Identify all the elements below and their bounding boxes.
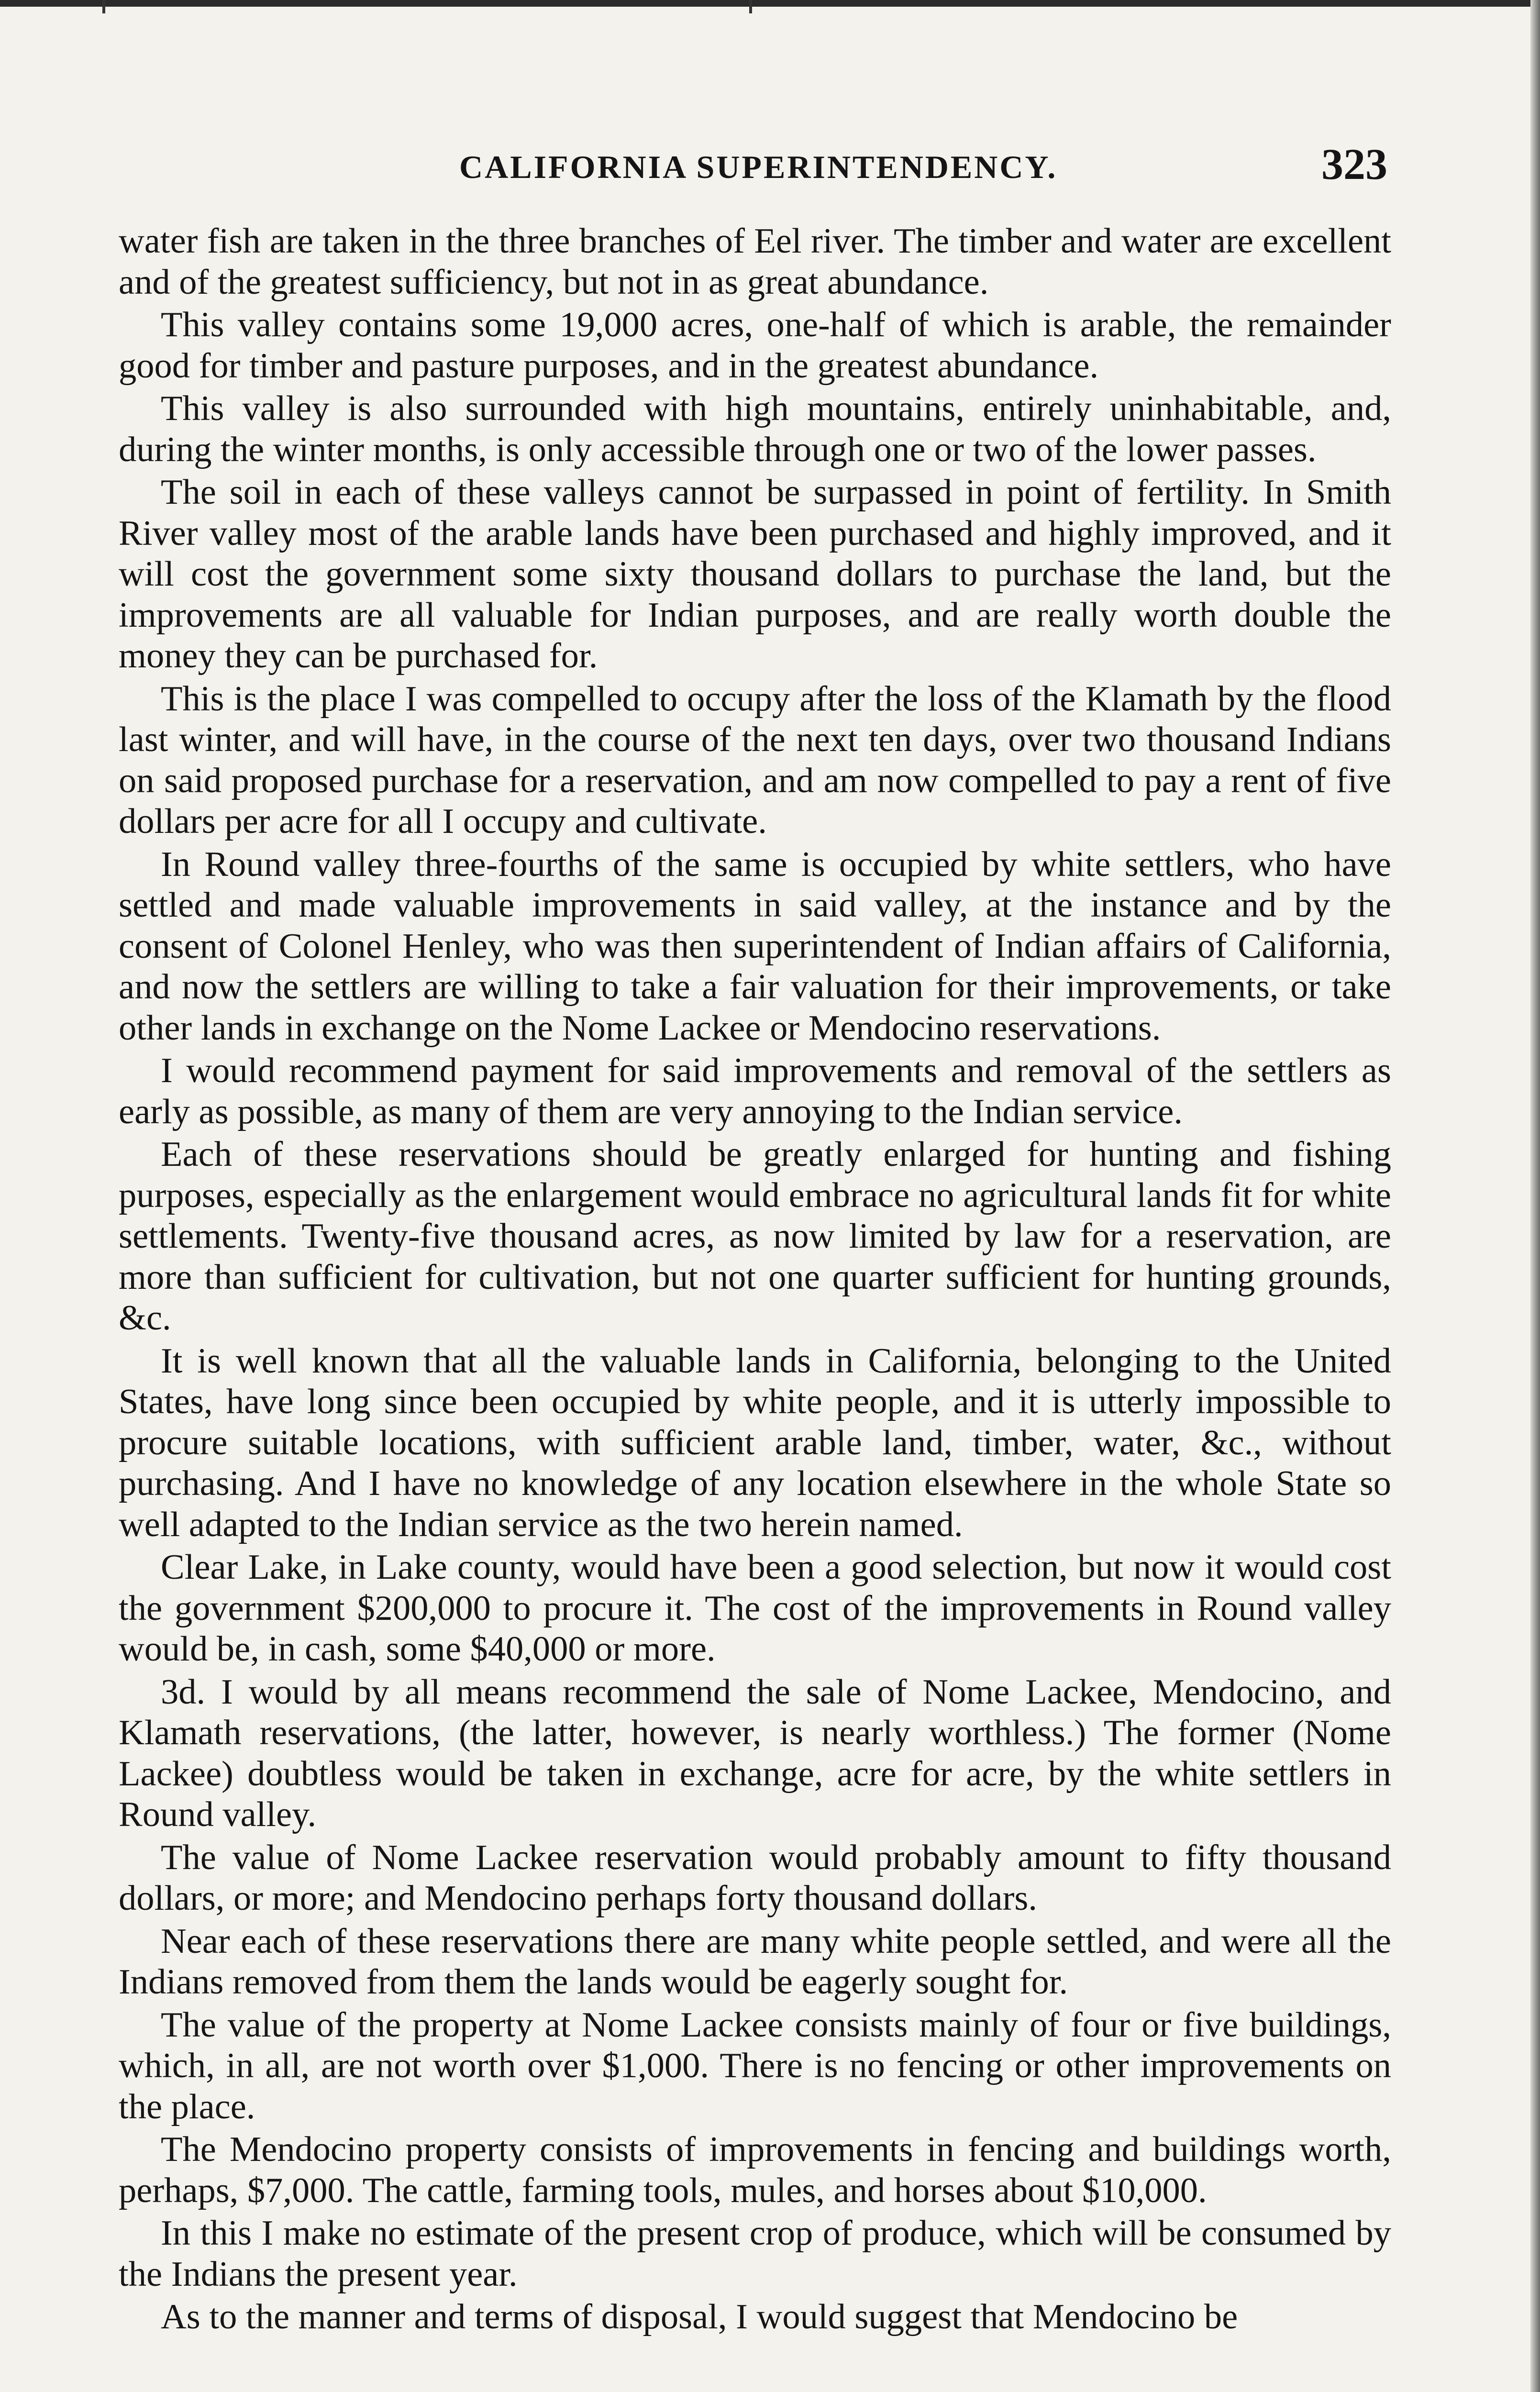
scan-right-edge <box>1530 0 1540 2392</box>
paragraph: The Mendocino property consists of improvements in fencing and buildings worth, perhaps, $7,000. The cattle, farming tools, mules, and horses about $10,000. <box>119 2130 1391 2210</box>
page-number: 323 <box>1321 140 1387 188</box>
paragraph: In Round valley three-fourths of the same is occupied by white settlers, who have settled and made valuable improvements in said valley, at the instance and by the consent of Colonel Henley, who was then superintendent of Indian affairs of California, and now the settlers are willing to take a fair valuation for their improvements, or take other lands in exchange on the Nome Lackee or Mendocino reservations. <box>119 844 1391 1048</box>
scan-tick-mark <box>102 0 105 13</box>
paragraph: This is the place I was compelled to occupy after the loss of the Klamath by the flood last winter, and will have, in the course of the next ten days, over two thousand Indians on said proposed purchase for a reservation, and am now compelled to pay a rent of five dollars per acre for all I occupy and cultivate. <box>119 679 1391 841</box>
scan-tick-mark <box>749 0 752 13</box>
paragraph: Clear Lake, in Lake county, would have been a good selection, but now it would cost the government $200,000 to procure it. The cost of the improvements in Round valley would be, in cash, some $40,000 or more. <box>119 1548 1391 1669</box>
paragraph: Each of these reservations should be greatly enlarged for hunting and fishing purposes, especially as the enlargement would embrace no agricultural lands fit for white settlements. Twenty-five thousand acres, as now limited by law for a reservation, are more than sufficient for cultivation, but not one quarter sufficient for hunting grounds, &c. <box>119 1135 1391 1338</box>
paragraph: 3d. I would by all means recommend the sale of Nome Lackee, Mendocino, and Klamath reservations, (the latter, however, is nearly worthless.) The former (Nome Lackee) doubtless would be taken in exchange, acre for acre, by the white settlers in Round valley. <box>119 1672 1391 1834</box>
page-header <box>124 139 1397 191</box>
body-text <box>119 221 1391 2340</box>
running-head: CALIFORNIA SUPERINTENDENCY. <box>459 149 1058 185</box>
paragraph: Near each of these reservations there are many white people settled, and were all the Indians removed from them the lands would be eagerly sought for. <box>119 1921 1391 2002</box>
paragraph: In this I make no estimate of the present crop of produce, which will be consumed by the Indians the present year. <box>119 2214 1391 2294</box>
paragraph: The value of the property at Nome Lackee consists mainly of four or five buildings, which, in all, are not worth over $1,000. There is no fencing or other improvements on the place. <box>119 2005 1391 2126</box>
paragraph: The soil in each of these valleys cannot be surpassed in point of fertility. In Smith River valley most of the arable lands have been purchased and highly improved, and it will cost the government some sixty thousand dollars to purchase the land, but the improvements are all valuable for Indian purposes, and are really worth double the money they can be purchased for. <box>119 473 1391 676</box>
paragraph: This valley is also surrounded with high mountains, entirely uninhabitable, and, during the winter months, is only accessible through one or two of the lower passes. <box>119 389 1391 469</box>
paragraph: It is well known that all the valuable lands in California, belonging to the United States, have long since been occupied by white people, and it is utterly impossible to procure suitable locations, with sufficient arable land, timber, water, &c., without purchasing. And I have no knowledge of any location elsewhere in the whole State so well adapted to the Indian service as the two herein named. <box>119 1341 1391 1544</box>
paragraph: I would recommend payment for said improvements and removal of the settlers as early as possible, as many of them are very annoying to the Indian service. <box>119 1051 1391 1131</box>
paragraph: As to the manner and terms of disposal, I would suggest that Mendocino be <box>161 2297 1238 2337</box>
paragraph: water fish are taken in the three branches of Eel river. The timber and water are excellent and of the greatest sufficiency, but not in as great abundance. <box>119 221 1391 302</box>
scan-top-border <box>0 0 1540 7</box>
paragraph: The value of Nome Lackee reservation would probably amount to fifty thousand dollars, or more; and Mendocino perhaps forty thousand dollars. <box>119 1838 1391 1918</box>
paragraph: This valley contains some 19,000 acres, one-half of which is arable, the remainder good for timber and pasture purposes, and in the greatest abundance. <box>119 305 1391 386</box>
